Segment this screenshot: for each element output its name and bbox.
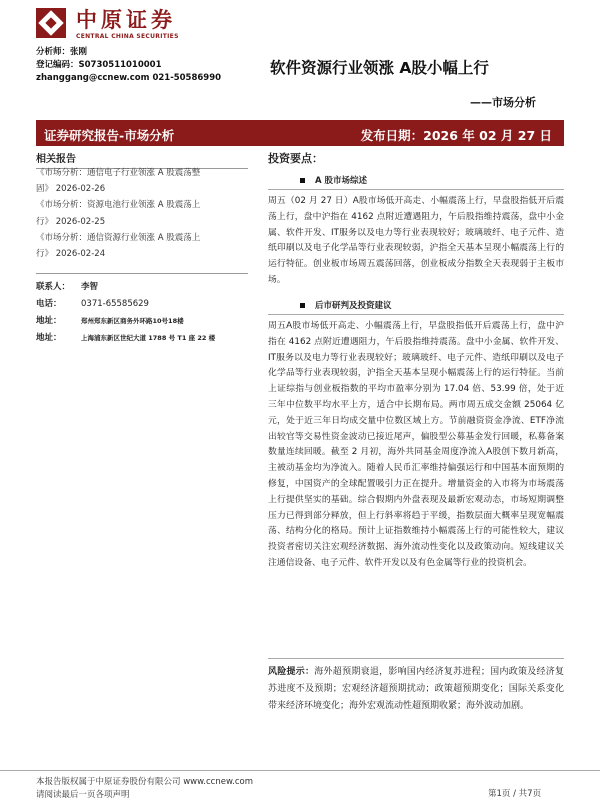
contact-person-row bbox=[36, 279, 248, 296]
related-report-line: 行》 2026-02-24 bbox=[36, 249, 106, 260]
related-reports-list bbox=[36, 166, 248, 263]
key-points-title: 投资要点： bbox=[268, 152, 323, 165]
sidebar-divider bbox=[36, 273, 248, 274]
logo-mark-icon bbox=[36, 8, 66, 38]
risk-divider bbox=[268, 658, 564, 659]
analyst-contact: zhanggang@ccnew.com 021-50586990 bbox=[36, 73, 222, 83]
contact-phone: 0371-65585629 bbox=[81, 299, 149, 309]
company-logo bbox=[36, 8, 186, 42]
section-divider bbox=[268, 314, 564, 315]
report-banner bbox=[36, 120, 564, 146]
page-number: 第1页 / 共7页 bbox=[488, 789, 542, 799]
risk-label: 风险提示： bbox=[268, 667, 315, 677]
section-title-market-review bbox=[300, 174, 367, 186]
registration-code: 登记编码：S0730511010001 bbox=[36, 60, 162, 70]
risk-text: 海外超预期衰退，影响国内经济复苏进程；国内政策及经济复苏进度不及预期；宏观经济超预期扰动；政策超预期变化；国际关系变化带来经济环境变化；海外宏观流动性超预期收紧；海外波动加剧。 bbox=[268, 667, 564, 711]
footer-divider bbox=[0, 770, 600, 771]
contact-person-name: 李智 bbox=[81, 282, 99, 292]
bullet-square-icon bbox=[300, 303, 305, 308]
contact-address-label: 地址： bbox=[36, 333, 62, 343]
section-divider bbox=[268, 189, 564, 190]
related-report-line: 《市场分析：资源电池行业领涨 A 股震荡上 bbox=[36, 200, 201, 211]
footer-disclaimer: 请阅读最后一页各项声明 bbox=[36, 790, 130, 800]
related-report-line: 《市场分析：通信资源行业领涨 A 股震荡上 bbox=[36, 232, 201, 243]
analyst-name: 分析师：张刚 bbox=[36, 47, 88, 57]
contact-phone-label: 电话： bbox=[36, 299, 62, 309]
related-reports-title: 相关报告 bbox=[36, 150, 248, 169]
contact-phone-row bbox=[36, 296, 248, 313]
related-report-link[interactable] bbox=[36, 166, 248, 197]
report-category: 证券研究报告-市场分析 bbox=[44, 128, 175, 143]
contact-info bbox=[36, 279, 248, 347]
section-title-text: A 股市场综述 bbox=[315, 176, 368, 186]
publish-date: 发布日期：2026 年 02 月 27 日 bbox=[360, 128, 552, 143]
analyst-info bbox=[36, 46, 221, 85]
contact-address-row bbox=[36, 330, 248, 347]
logo-text-cn: 中原证券 bbox=[76, 8, 176, 32]
bullet-square-icon bbox=[300, 178, 305, 183]
contact-address: 上海浦东新区世纪大道 1788 号 T1 座 22 楼 bbox=[81, 334, 216, 342]
contact-address: 郑州郑东新区商务外环路10号18楼 bbox=[81, 317, 184, 325]
contact-address-label: 地址： bbox=[36, 316, 62, 326]
section-title-text: 后市研判及投资建议 bbox=[315, 301, 392, 311]
logo-text-en: CENTRAL CHINA SECURITIES bbox=[76, 33, 179, 40]
contact-person-label: 联系人： bbox=[36, 282, 71, 292]
contact-address-row bbox=[36, 313, 248, 330]
related-report-line: 《市场分析：通信电子行业领涨 A 股震荡整 bbox=[36, 168, 201, 178]
footer-copyright: 本报告版权属于中原证券股份有限公司 www.ccnew.com bbox=[36, 777, 253, 787]
section-title-outlook bbox=[300, 299, 392, 311]
risk-warning bbox=[268, 664, 564, 715]
related-report-line: 固》 2026-02-26 bbox=[36, 184, 106, 195]
market-review-text: 周五（02 月 27 日）A股市场低开高走、小幅震荡上行，早盘股指低开后震荡上行，盘中沪指在 4162 点附近遭遇阻力，午后股指维持震荡，盘中小金属、软件开发、IT服务以及电力等行业表现较好；玻璃玻纤、电子元件、造纸印刷以及电子化学品等行业表现较弱，沪指全天基本呈现小幅震荡上行的运行特征。创业板市场周五震荡回落，创业板成分指数全天表现弱于主板市场。 bbox=[268, 196, 564, 285]
outlook-text: 周五A股市场低开高走、小幅震荡上行，早盘股指低开后震荡上行，盘中沪指在 4162 点附近遭遇阻力，午后股指维持震荡。盘中小金属、软件开发、IT服务以及电力等行业表现较好；玻璃玻纤、电子元件、造纸印刷以及电子化学品等行业表现较弱，沪指全天基本呈现小幅震荡上行的运行特征。当前上证综指与创业板指数的平均市盈率分别为 17.04 倍、53.99 倍，处于近三年中位数平均水平上方，适合中长期布局。两市周五成交金额 25064 亿元，处于近三年日均成交量中位数区域上方。节前融资资金净流、ETF净流出较官等交易性资金波动已接近尾声，偏股型公募基金发行回暖，私募备案数量连续回暖。截至 2 月初，海外共同基金周度净流入A股创下数月新高，主被动基金均为净流入。随着人民币汇率维持偏强运行和中国基本面预期的修复，中国资产的全球配置吸引力正在提升。增量资金的入市将为市场震荡上行提供坚实的基础。综合假期内外盘表现及最新宏观动态，市场短期调整压力已得到部分释放，但上行斜率将趋于平缓，指数层面大概率呈现宽幅震荡、结构分化的格局。预计上证指数维持小幅震荡上行的可能性较大，建议投资者密切关注宏观经济数据、海外流动性变化以及政策动向。短线建议关注通信设备、电子元件、软件开发以及有色金属等行业的投资机会。 bbox=[268, 321, 564, 568]
report-title: 软件资源行业领涨 A股小幅上行 bbox=[270, 59, 489, 77]
related-report-link[interactable] bbox=[36, 231, 248, 262]
report-subtitle: ——市场分析 bbox=[470, 96, 536, 109]
footer-left bbox=[36, 776, 253, 802]
related-report-line: 行》 2026-02-25 bbox=[36, 216, 106, 227]
related-report-link[interactable] bbox=[36, 198, 248, 229]
